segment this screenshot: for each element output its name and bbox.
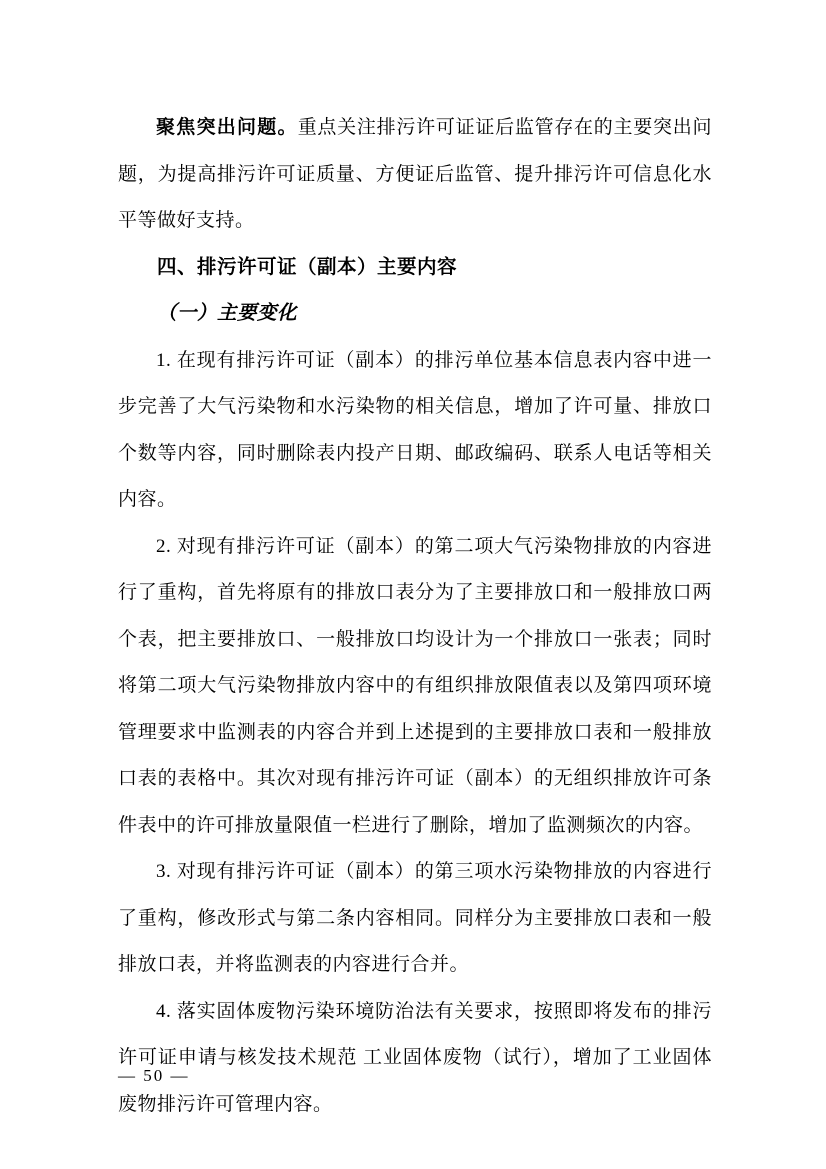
paragraph-focus-lead: 聚焦突出问题。 xyxy=(156,117,298,138)
item-paragraph-2: 2. 对现有排污许可证（副本）的第二项大气污染物排放的内容进行了重构，首先将原有的排放口表分为了主要排放口和一般排放口两个表，把主要排放口、一般排放口均设计为一个排放口一张表；同时将第二项大气污染物排放内容中的有组织排放限值表以及第四项环境管理要求中监测表的内容合并到上述提到的主要排放口表和一般排放口表的表格中。其次对现有排污许可证（副本）的无组织排放许可条件表中的许可排放量限值一栏进行了删除，增加了监测频次的内容。 xyxy=(118,535,712,836)
paragraph-focus xyxy=(118,105,712,245)
paragraph-focus-text: 重点关注排污许可证证后监管存在的主要突出问题，为提高排污许可证质量、方便证后监管、提升排污许可信息化水平等做好支持。 xyxy=(118,117,712,231)
item-paragraph-1: 1. 在现有排污许可证（副本）的排污单位基本信息表内容中进一步完善了大气污染物和水污染物的相关信息，增加了许可量、排放口个数等内容，同时删除表内投产日期、邮政编码、联系人电话等相关内容。 xyxy=(118,349,712,510)
subsection-heading: （一）主要变化 xyxy=(157,303,298,324)
page-number: — 50 — xyxy=(118,1066,190,1085)
item-paragraph-4: 4. 落实固体废物污染环境防治法有关要求，按照即将发布的排污许可证申请与核发技术规范 工业固体废物（试行），增加了工业固体废物排污许可管理内容。 xyxy=(118,1000,712,1115)
item-paragraph-3: 3. 对现有排污许可证（副本）的第三项水污染物排放的内容进行了重构，修改形式与第二条内容相同。同样分为主要排放口表和一般排放口表，并将监测表的内容进行合并。 xyxy=(118,861,712,975)
section-heading: 四、排污许可证（副本）主要内容 xyxy=(157,256,458,278)
